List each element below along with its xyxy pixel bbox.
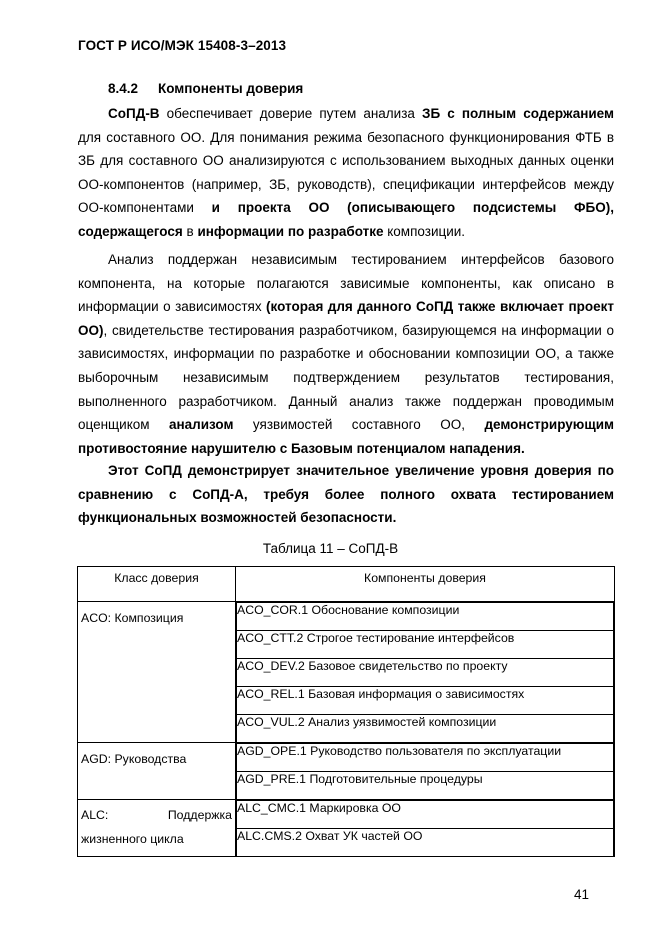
component-item: AGD_PRE.1 Подготовительные процедуры: [237, 772, 614, 800]
component-item: ACO_CTT.2 Строгое тестирование интерфейсов: [237, 631, 614, 659]
component-item: ACO_DEV.2 Базовое свидетельство по проекту: [237, 659, 614, 687]
component-item: ACO_VUL.2 Анализ уязвимостей композиции: [237, 715, 614, 743]
component-item: AGD_OPE.1 Руководство пользователя по эксплуатации: [237, 744, 614, 772]
paragraph-3: Этот СоПД демонстрирует значительное увеличение уровня доверия по сравнению с СоПД-А, требуя более полного охвата тестированием функциональных возможностей безопасности.: [78, 463, 614, 526]
component-item: ACO_REL.1 Базовая информация о зависимостях: [237, 687, 614, 715]
component-item: ALC.CMS.2 Охват УК частей ОО: [237, 829, 614, 857]
class-cell: AGD: Руководства: [78, 743, 236, 800]
section-title: Компоненты доверия: [158, 81, 304, 96]
paragraph-2: Анализ поддержан независимым тестированием интерфейсов базового компонента, на которые полагаются зависимые компоненты, как описано в информации о зависимостях (которая для данного СоПД также включает проект ОО), свидетельстве тестирования разработчиком, базирующемся на информации о зависимостях, информации по разработке и обосновании композиции ОО, а также выборочным независимым подтверждением результатов тестирования, выполненного разработчиком. Данный анализ также поддержан проводимым оценщиком анализом уязвимостей составного ОО, демонстрирующим противостояние нарушителю с Базовым потенциалом нападения.: [78, 252, 614, 456]
class-cell: ACO: Композиция: [78, 602, 236, 743]
table-header-row: [78, 567, 615, 602]
header-components: Компоненты доверия: [236, 567, 615, 602]
table-caption: Таблица 11 – СоПД-B: [262, 541, 399, 556]
page-number: 41: [574, 887, 590, 902]
paragraph-1: СоПД-B обеспечивает доверие путем анализа ЗБ с полным содержанием для составного ОО. Для понимания режима безопасного функционирования ФТБ в ЗБ для составного ОО анализируются с использованием выходных данных оценки ОО-компонентов (например, ЗБ, руководств), спецификации интерфейсов между ОО-компонентами и проекта ОО (описывающего подсистемы ФБО), содержащегося в информации по разработке композиции.: [78, 106, 614, 239]
component-item: ACO_COR.1 Обоснование композиции: [237, 603, 614, 631]
table-row: [78, 602, 615, 743]
components-cell: [236, 602, 615, 743]
table-row: [78, 800, 615, 857]
component-item: ALC_CMC.1 Маркировка ОО: [237, 801, 614, 829]
components-cell: [236, 743, 615, 800]
header-class: Класс доверия: [78, 567, 236, 602]
class-cell: ALC: Поддержка жизненного цикла: [78, 800, 236, 857]
section-number: 8.4.2: [108, 81, 139, 96]
document-header: ГОСТ Р ИСО/МЭК 15408-3–2013: [78, 38, 287, 53]
table-row: [78, 743, 615, 800]
components-cell: [236, 800, 615, 857]
assurance-table: [77, 566, 615, 857]
section-heading: [108, 81, 303, 96]
